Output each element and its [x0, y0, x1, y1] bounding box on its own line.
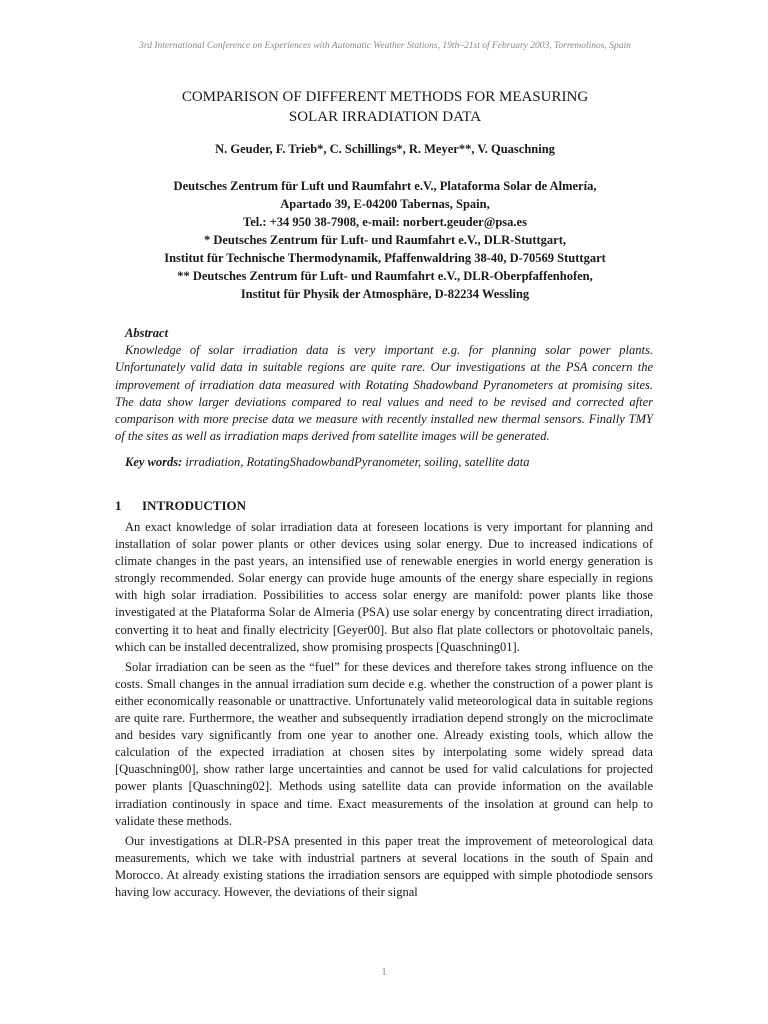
- paragraph: An exact knowledge of solar irradiation data at foreseen locations is very important for planning and installation of solar power plants or other devices using solar energy. Due to increased indications of climate changes in the past years, an intensified use of renewable energies in world energy generation is strongly recommended. Solar energy can provide huge amounts of the energy share especially in regions with high solar irradiation. Possibilities to access solar energy are manifold: power plants like those investigated at the Plataforma Solar de Almeria (PSA) use solar energy by concentrating direct irradiation, converting it to heat and finally electricity [Geyer00]. But also flat plate collectors or photovoltaic panels, which can be installed decentralized, show promising prospects [Quaschning01].: [115, 520, 653, 654]
- page-number: 1: [381, 966, 387, 978]
- affiliation-line: Deutsches Zentrum für Luft und Raumfahrt e.V., Plataforma Solar de Almería,: [173, 179, 597, 193]
- affiliation-line: ** Deutsches Zentrum für Luft- und Raumfahrt e.V., DLR-Oberpfaffenhofen,: [177, 269, 593, 283]
- abstract-section: [115, 325, 653, 471]
- keywords-label: Key words:: [125, 454, 183, 469]
- keywords-list: irradiation, RotatingShadowbandPyranometer, soiling, satellite data: [185, 454, 530, 469]
- affiliation-line: Institut für Technische Thermodynamik, Pfaffenwaldring 38-40, D-70569 Stuttgart: [164, 251, 606, 265]
- section-number: 1: [115, 498, 122, 513]
- section-heading: [115, 498, 246, 514]
- keywords: [115, 454, 653, 471]
- author-list: N. Geuder, F. Trieb*, C. Schillings*, R. Meyer**, V. Quaschning: [215, 142, 555, 156]
- abstract-text: Knowledge of solar irradiation data is very important e.g. for planning solar power plants. Unfortunately valid data in suitable regions are quite rare. Our investigations at the PSA concern the improvement of irradiation data measured with Rotating Shadowband Pyranometers at promising sites. The data show larger deviations compared to real values and need to be revised and corrected after comparison with more precise data we measure with recently installed new thermal sensors. Finally TMY of the sites as well as irradiation maps derived from satellite images will be generated.: [115, 343, 653, 444]
- affiliations: [112, 177, 658, 303]
- title-line: COMPARISON OF DIFFERENT METHODS FOR MEASURING: [181, 89, 589, 105]
- affiliation-line: Apartado 39, E-04200 Tabernas, Spain,: [280, 197, 490, 211]
- paragraph: Solar irradiation can be seen as the “fuel” for these devices and therefore takes strong influence on the costs. Small changes in the annual irradiation sum decide e.g. whether the construction of a power plant is either economically reasonable or unattractive. Unfortunately valid meteorological data in suitable regions are quite rare. Furthermore, the weather and subsequently irradiation depend strongly on the microclimate and besides vary significantly from one year to another one. Already existing tools, which allow the calculation of the expected irradiation at chosen sites by interpolating some widely spread data [Quaschning00], show rather large uncertainties and cannot be used for valid calculations for projected power plants [Quaschning02]. Methods using satellite data can provide information on the available irradiation continously in space and time. Exact measurements of the insolation at ground can help to validate these methods.: [115, 659, 653, 828]
- paper-title: [115, 87, 655, 127]
- paragraph: Our investigations at DLR-PSA presented in this paper treat the improvement of meteorological data measurements, which we take with industrial partners at several locations in the south of Spain and Morocco. At already existing stations the irradiation sensors are equipped with simple photodiode sensors having low accuracy. However, the deviations of their signal: [115, 833, 653, 899]
- affiliation-line: * Deutsches Zentrum für Luft- und Raumfahrt e.V., DLR-Stuttgart,: [203, 233, 567, 247]
- title-line: SOLAR IRRADIATION DATA: [288, 109, 482, 125]
- section-title: INTRODUCTION: [142, 498, 247, 513]
- affiliation-line: Institut für Physik der Atmosphäre, D-82234 Wessling: [240, 287, 530, 301]
- conference-header: 3rd International Conference on Experiences with Automatic Weather Stations, 19th–21st of February 2003, Torremolinos, Spain: [139, 41, 631, 51]
- abstract-heading: Abstract: [125, 326, 169, 340]
- introduction-body: [115, 519, 653, 904]
- affiliation-line: Tel.: +34 950 38-7908, e-mail: norbert.geuder@psa.es: [243, 215, 527, 229]
